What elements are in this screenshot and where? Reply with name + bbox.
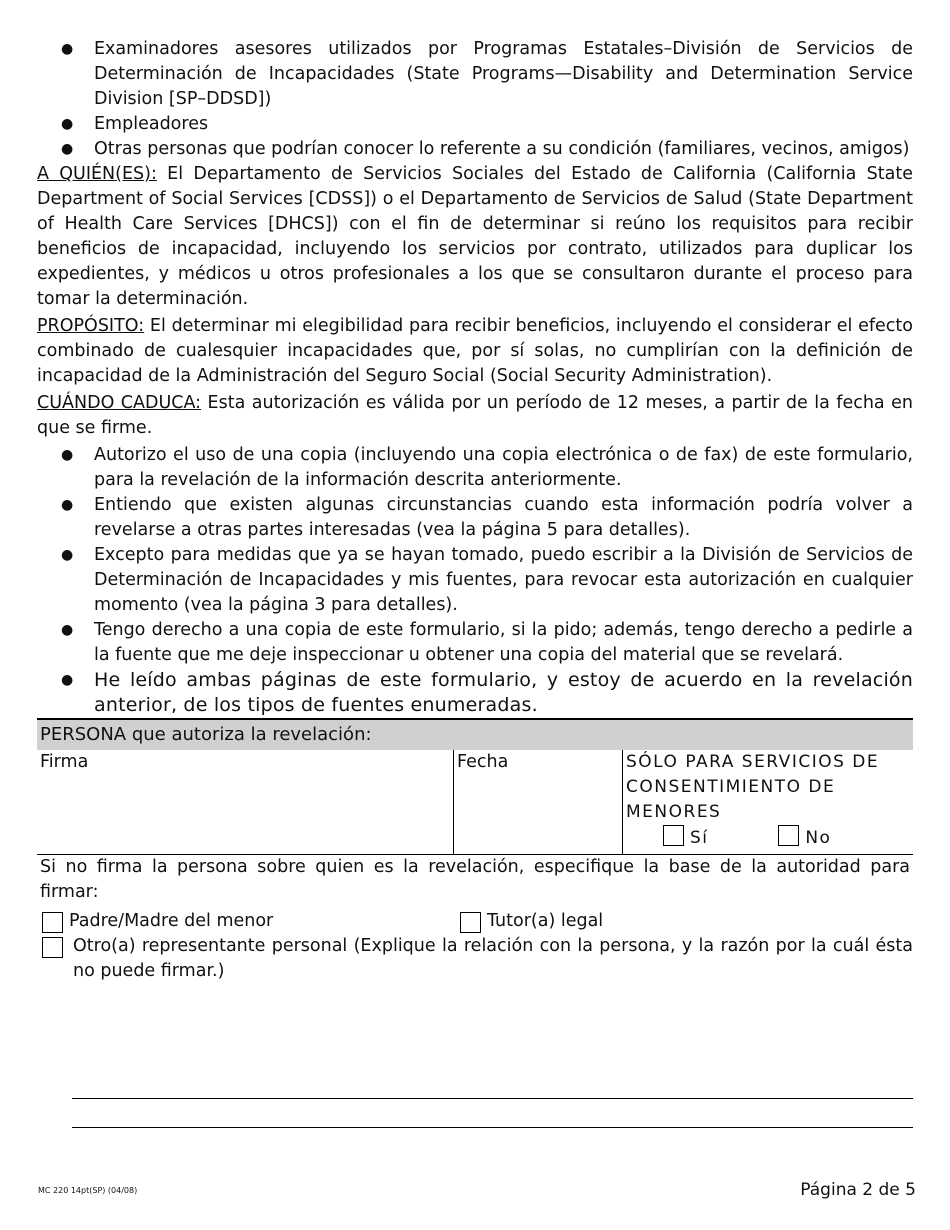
minors-consent-options bbox=[626, 825, 910, 851]
expires-paragraph: CUÁNDO CADUCA: Esta autorización es válida por un período de 12 meses, a partir de la fecha en que se firme. bbox=[37, 393, 913, 438]
no-checkbox[interactable] bbox=[778, 825, 799, 846]
list-item: ● Empleadores bbox=[61, 114, 209, 134]
date-label: Fecha bbox=[457, 752, 509, 772]
agreement-list bbox=[37, 668, 913, 718]
list-item: ● Otras personas que podrían conocer lo referente a su condición (familiares, vecinos, amigos) bbox=[61, 139, 910, 159]
source-list bbox=[37, 37, 913, 162]
other-checkbox[interactable] bbox=[42, 937, 63, 958]
list-item: ● Entiendo que existen algunas circunstancias cuando esta información podría volver a revelarse a otras partes interesadas (vea la página 5 para detalles). bbox=[61, 495, 913, 540]
form-page bbox=[37, 37, 913, 984]
explanation-line-2[interactable] bbox=[72, 1127, 913, 1128]
page-number: Página 2 de 5 bbox=[800, 1180, 916, 1200]
person-section-header: PERSONA que autoriza la revelación: bbox=[37, 718, 913, 750]
signature-label: Firma bbox=[40, 752, 89, 772]
other-option bbox=[42, 934, 913, 984]
date-field[interactable] bbox=[454, 750, 623, 854]
signature-field[interactable] bbox=[37, 750, 454, 854]
explanation-line-1[interactable] bbox=[72, 1098, 913, 1099]
guardian-option bbox=[460, 909, 603, 934]
signature-table bbox=[37, 750, 913, 855]
guardian-checkbox[interactable] bbox=[460, 912, 481, 933]
minors-consent-label: SÓLO PARA SERVICIOS DE CONSENTIMIENTO DE MENORES bbox=[626, 752, 880, 822]
parent-option bbox=[42, 909, 460, 934]
other-label: Otro(a) representante personal (Explique la relación con la persona, y la razón por la cuál ésta no puede firmar.) bbox=[73, 936, 913, 981]
yes-label: Sí bbox=[690, 828, 709, 848]
list-item: ● Autorizo el uso de una copia (incluyendo una copia electrónica o de fax) de este formulario, para la revelación de la información descrita anteriormente. bbox=[61, 445, 913, 490]
authorization-list bbox=[37, 443, 913, 668]
guardian-label: Tutor(a) legal bbox=[487, 911, 604, 931]
list-item: ● Examinadores asesores utilizados por Programas Estatales–División de Servicios de Determinación de Incapacidades (State Programs—Disability and Determination Service Division [SP–DDSD]) bbox=[61, 39, 913, 109]
other-option-row bbox=[37, 934, 913, 984]
purpose-label: PROPÓSITO: bbox=[37, 316, 145, 336]
yes-checkbox[interactable] bbox=[663, 825, 684, 846]
parent-checkbox[interactable] bbox=[42, 912, 63, 933]
no-label: No bbox=[805, 828, 832, 848]
authority-options-row bbox=[37, 909, 913, 934]
authority-basis-text: Si no firma la persona sobre quien es la revelación, especifique la base de la autoridad para firmar: bbox=[40, 857, 910, 902]
parent-label: Padre/Madre del menor bbox=[69, 911, 274, 931]
minors-consent-cell bbox=[623, 750, 913, 854]
list-item: ● Tengo derecho a una copia de este formulario, si la pido; además, tengo derecho a pedirle a la fuente que me deje inspeccionar u obtener una copia del material que se revelará. bbox=[61, 620, 913, 665]
purpose-paragraph: PROPÓSITO: El determinar mi elegibilidad para recibir beneficios, incluyendo el considerar el efecto combinado de cualesquier incapacidades que, por sí solas, no cumplirían con la definición de incapacidad de la Administración del Seguro Social (Social Security Administration). bbox=[37, 316, 913, 386]
to-whom-paragraph: A QUIÉN(ES): El Departamento de Servicios Sociales del Estado de California (California State Department of Social Services [CDSS]) o el Departamento de Servicios de Salud (State Department of Health Care Services [DHCS]) con el fin de determinar si reúno los requisitos para recibir beneficios de incapacidad, incluyendo los servicios por contrato, utilizados para duplicar los expedientes, y médicos u otros profesionales a los que se consultaron durante el proceso para tomar la determinación. bbox=[37, 164, 913, 309]
expires-label: CUÁNDO CADUCA: bbox=[37, 393, 202, 413]
to-whom-label: A QUIÉN(ES): bbox=[37, 164, 157, 184]
form-number: MC 220 14pt(SP) (04/08) bbox=[38, 1186, 138, 1195]
list-item: ● Excepto para medidas que ya se hayan tomado, puedo escribir a la División de Servicios de Determinación de Incapacidades y mis fuentes, para revocar esta autorización en cualquier momento (vea la página 3 para detalles). bbox=[61, 545, 913, 615]
list-item: ● He leído ambas páginas de este formulario, y estoy de acuerdo en la revelación anterior, de los tipos de fuentes enumeradas. bbox=[61, 669, 913, 716]
